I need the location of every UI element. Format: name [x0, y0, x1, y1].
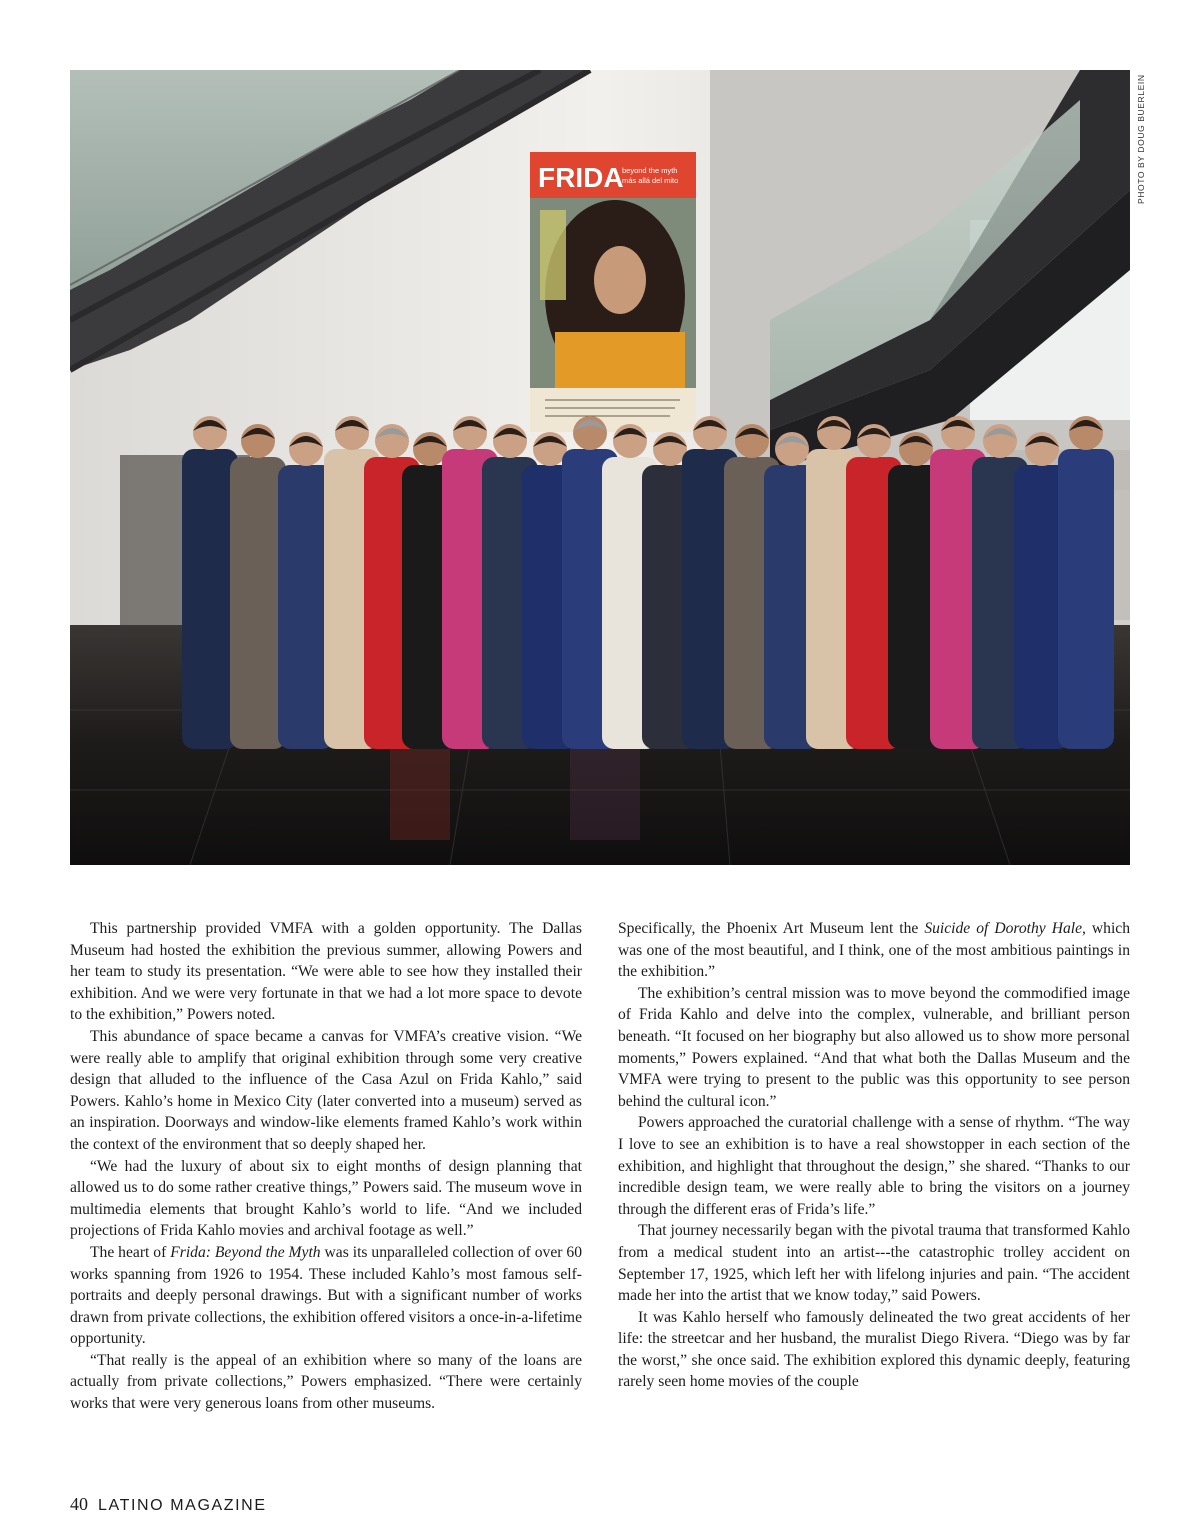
- article-paragraph: Powers approached the curatorial challenge with a sense of rhythm. “The way I love to see an exhibition is to have a real showstopper in each section of the exhibition, and highlight that throughout the design,” she shared. “Thanks to our incredible design team, we were really able to bring the visitors on a journey through the different eras of Frida’s life.”: [618, 1114, 1130, 1218]
- article-paragraph: “We had the luxury of about six to eight months of design planning that allowed us to do some rather creative things,” Powers said. The museum wove in multimedia elements that brought Kahlo’s world to life. “And we included projections of Frida Kahlo movies and archival footage as well.”: [70, 1157, 582, 1240]
- page-number: 40: [70, 1494, 88, 1514]
- article-paragraph: This partnership provided VMFA with a golden opportunity. The Dallas Museum had hosted the exhibition the previous summer, allowing Powers and her team to study its presentation. “We were able to see how they installed their exhibition. And we were very fortunate in that we had a lot more space to devote to the exhibition,” Powers noted.: [70, 920, 582, 1024]
- group-photo: [70, 70, 1130, 865]
- banner-title: FRIDA: [538, 162, 624, 193]
- magazine-name: LATINO MAGAZINE: [98, 1497, 267, 1514]
- article-paragraph: That journey necessarily began with the pivotal trauma that transformed Kahlo from a medical student into an artist---the catastrophic trolley accident on September 17, 1925, which left her with lifelong injuries and pain. “The accident made her into the artist that we know today,” said Powers.: [618, 1222, 1130, 1305]
- frida-banner: [530, 152, 696, 432]
- museum-atrium-illustration: [70, 70, 1130, 865]
- article-column-left: [70, 918, 582, 1415]
- photo-credit: PHOTO BY DOUG BUERLEIN: [1136, 74, 1146, 204]
- banner-subtitle-2: más allá del mito: [622, 176, 679, 185]
- banner-subtitle-1: beyond the myth: [622, 166, 678, 175]
- article-paragraph: “That really is the appeal of an exhibition where so many of the loans are actually from private collections,” Powers emphasized. “There were certainly works that were very generous loans from other museums.: [70, 1351, 582, 1413]
- article-column-right: [618, 918, 1130, 1393]
- article-paragraph: This abundance of space became a canvas for VMFA’s creative vision. “We were really able to amplify that original exhibition through some very creative design that alluded to the influence of the Casa Azul on Frida Kahlo,” said Powers. Kahlo’s home in Mexico City (later converted into a museum) served as an inspiration. Doorways and window-like elements framed Kahlo’s work within the context of the environment that so deeply shaped her.: [70, 1027, 582, 1153]
- article-paragraph: It was Kahlo herself who famously delineated the two great accidents of her life: the streetcar and her husband, the muralist Diego Rivera. “Diego was by far the worst,” she once said. The exhibition explored this dynamic deeply, featuring rarely seen home movies of the couple: [618, 1308, 1130, 1391]
- article-paragraph: The exhibition’s central mission was to move beyond the commodified image of Frida Kahlo and delve into the complex, vulnerable, and brilliant person beneath. “It focused on her biography but also allowed us to show more personal moments,” Powers explained. “And that what both the Dallas Museum and the VMFA were trying to present to the public was this opportunity to see person behind the cultural icon.”: [618, 984, 1130, 1110]
- page-footer: [70, 1494, 267, 1515]
- article-paragraph: The heart of Frida: Beyond the Myth was its unparalleled collection of over 60 works spanning from 1926 to 1954. These included Kahlo’s most famous self-portraits and deeply personal drawings. But with a significant number of works drawn from private collections, the exhibition offered visitors a once-in-a-lifetime opportunity.: [70, 1243, 582, 1348]
- article-paragraph: Specifically, the Phoenix Art Museum lent the Suicide of Dorothy Hale, which was one of the most beautiful, and I think, one of the most ambitious paintings in the exhibition.”: [618, 920, 1131, 981]
- people-group: [182, 416, 1114, 749]
